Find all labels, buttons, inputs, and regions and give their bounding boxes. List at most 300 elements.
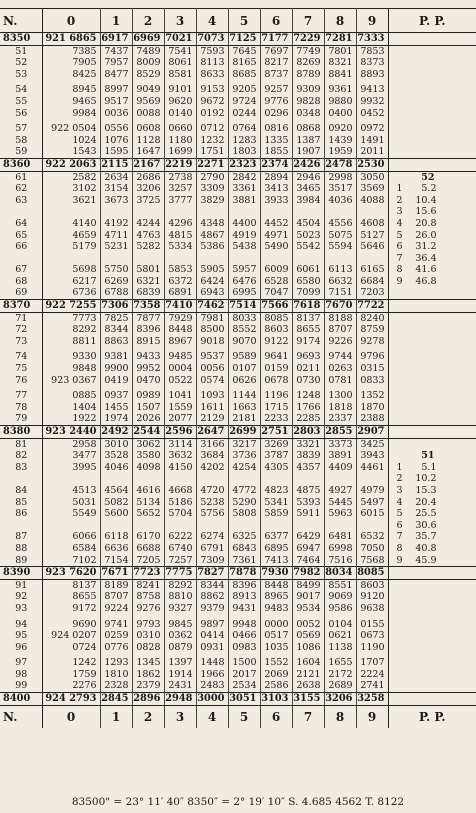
table-cell: 4564 — [100, 485, 132, 497]
table-cell: 8655 — [42, 591, 100, 603]
table-cell: 0621 — [324, 630, 356, 642]
pp-cell — [388, 123, 476, 135]
table-cell: 8477 — [100, 69, 132, 81]
pp-cell — [388, 264, 476, 276]
pp-cell — [388, 630, 476, 642]
table-cell: 5075 — [324, 230, 356, 242]
table-row — [0, 450, 476, 462]
table-cell: 7385 — [42, 45, 100, 57]
row-number: 62 — [0, 183, 42, 195]
pp-value: 5.1 — [421, 461, 437, 473]
table-cell: 7878 — [228, 567, 260, 580]
pp-cell — [388, 591, 476, 603]
header-digit-0: 0 — [42, 9, 100, 33]
header-pp-label: P. P. — [388, 9, 476, 33]
table-cell: 8707 — [100, 591, 132, 603]
table-cell: 8737 — [260, 69, 292, 81]
table-cell: 6532 — [360, 531, 385, 543]
table-cell: 1335 — [260, 135, 292, 147]
table-row — [0, 363, 476, 375]
pp-value: 31.2 — [415, 241, 437, 253]
table-cell: 7489 — [132, 45, 164, 57]
pp-cell — [388, 158, 476, 171]
header-digit-8: 8 — [324, 9, 356, 33]
pp-index: 9 — [396, 275, 403, 287]
table-cell: 4659 — [42, 230, 100, 242]
table-cell: 1024 — [42, 135, 100, 147]
table-row — [0, 438, 476, 450]
table-cell: 5445 — [324, 497, 356, 509]
row-number: 59 — [0, 146, 42, 158]
table-cell: 5549 — [42, 508, 100, 520]
pp-cell — [388, 426, 476, 439]
table-cell: 0885 — [42, 390, 100, 402]
table-cell: 0056 — [196, 363, 228, 375]
table-cell: 1959 — [324, 146, 356, 158]
table-cell: 5186 — [164, 497, 196, 509]
table-cell: 8603 — [260, 324, 292, 336]
table-row — [0, 630, 476, 642]
pp-index: 7 — [396, 252, 403, 264]
table-cell: 7775 — [164, 567, 196, 580]
table-cell: 2017 — [228, 669, 260, 681]
table-row — [0, 123, 476, 135]
pp-index: 4 — [396, 496, 403, 508]
table-cell: 7671 — [100, 567, 132, 580]
table-cell: 6476 — [228, 276, 260, 288]
table-cell: 9793 — [132, 619, 164, 631]
table-row — [0, 531, 476, 543]
table-cell: 9465 — [42, 96, 100, 108]
table-cell: 0107 — [228, 363, 260, 375]
row-number: 73 — [0, 336, 42, 348]
table-cell: 2337 — [324, 413, 356, 425]
table-cell: 0400 — [324, 108, 356, 120]
pp-header: 52 — [421, 171, 435, 183]
table-cell: 5542 — [292, 241, 324, 253]
table-cell: 6321 — [132, 276, 164, 288]
table-cell: 4305 — [260, 462, 292, 474]
table-cell: 2219 — [164, 158, 196, 171]
table-cell: 8965 — [260, 591, 292, 603]
table-cell: 1041 — [164, 390, 196, 402]
pp-cell — [388, 413, 476, 425]
table-cell: 7566 — [260, 300, 292, 313]
table-cell: 2741 — [360, 680, 385, 692]
table-cell: 2582 — [42, 171, 100, 183]
table-cell: 6736 — [42, 287, 100, 299]
table-cell: 0414 — [196, 630, 228, 642]
table-cell: 7541 — [164, 45, 196, 57]
pp-value: 15.6 — [415, 206, 437, 218]
table-cell: 1922 — [42, 413, 100, 425]
table-cell: 6684 — [360, 275, 385, 287]
table-row — [0, 183, 476, 195]
table-cell: 8499 — [292, 579, 324, 591]
table-cell: 2181 — [228, 413, 260, 425]
table-row — [0, 543, 476, 555]
pp-cell — [388, 300, 476, 313]
row-number: 8390 — [0, 567, 42, 580]
pp-index: 8 — [396, 264, 403, 276]
table-cell: 5756 — [196, 508, 228, 520]
table-cell: 5238 — [196, 497, 228, 509]
pp-value: 41.6 — [415, 264, 437, 276]
table-cell: 8841 — [324, 69, 356, 81]
table-cell: 9693 — [292, 351, 324, 363]
table-cell: 9433 — [132, 351, 164, 363]
table-cell: 9848 — [42, 363, 100, 375]
pp-cell — [388, 135, 476, 147]
table-row — [0, 171, 476, 183]
pp-index: 2 — [396, 473, 403, 485]
table-row — [0, 669, 476, 681]
table-cell: 0192 — [196, 108, 228, 120]
table-cell: 1491 — [360, 134, 385, 146]
table-cell: 9361 — [324, 84, 356, 96]
table-cell: 8344 — [196, 579, 228, 591]
table-cell: 4400 — [228, 218, 260, 230]
table-cell: 2328 — [100, 680, 132, 692]
table-cell: 3881 — [228, 195, 260, 207]
table-cell: 2803 — [292, 426, 324, 439]
table-row — [0, 657, 476, 669]
table-cell: 1914 — [164, 669, 196, 681]
table-cell: 1138 — [324, 642, 356, 654]
table-cell: 0259 — [100, 630, 132, 642]
table-cell: 4098 — [132, 462, 164, 474]
pp-cell — [388, 363, 476, 375]
table-cell: 4823 — [260, 485, 292, 497]
table-cell: 1439 — [324, 135, 356, 147]
header-digit-7: 7 — [292, 9, 324, 33]
table-cell: 7358 — [132, 300, 164, 313]
table-cell: 4927 — [324, 485, 356, 497]
table-cell: 0989 — [132, 390, 164, 402]
footer-digit-8: 8 — [324, 705, 356, 728]
pp-value: 10.4 — [415, 194, 437, 206]
table-cell: 9620 — [164, 96, 196, 108]
table-cell: 7021 — [164, 33, 196, 46]
header-digit-3: 3 — [164, 9, 196, 33]
table-cell: 8085 — [356, 567, 388, 580]
table-cell: 4192 — [100, 218, 132, 230]
pp-cell — [388, 402, 476, 414]
table-cell: 9641 — [260, 351, 292, 363]
table-cell: 4357 — [292, 462, 324, 474]
table-cell: 8811 — [42, 336, 100, 348]
header-digit-5: 5 — [228, 9, 260, 33]
table-cell: 922 2063 — [42, 158, 100, 171]
table-cell: 2634 — [100, 171, 132, 183]
pp-index: 7 — [396, 531, 403, 543]
table-row — [0, 462, 476, 474]
table-cell: 0730 — [292, 375, 324, 387]
row-number: 8380 — [0, 426, 42, 439]
table-cell: 6632 — [324, 276, 356, 288]
row-number: 71 — [0, 312, 42, 324]
table-cell: 8915 — [132, 336, 164, 348]
table-cell: 3984 — [292, 195, 324, 207]
table-cell: 3206 — [132, 183, 164, 195]
table-cell: 1404 — [42, 402, 100, 414]
table-cell: 8396 — [228, 579, 260, 591]
table-row-major — [0, 158, 476, 171]
table-cell: 9276 — [132, 603, 164, 615]
table-cell: 6113 — [324, 264, 356, 276]
table-cell: 9483 — [260, 603, 292, 615]
table-row-major — [0, 567, 476, 580]
table-cell: 4608 — [360, 217, 385, 229]
pp-cell — [388, 657, 476, 669]
table-cell: 4772 — [228, 485, 260, 497]
table-cell: 9932 — [360, 95, 385, 107]
table-cell: 9776 — [260, 96, 292, 108]
footer-digit-1: 1 — [100, 705, 132, 728]
table-row — [0, 324, 476, 336]
table-cell: 3684 — [196, 450, 228, 462]
table-cell: 8552 — [228, 324, 260, 336]
table-cell: 9828 — [292, 96, 324, 108]
table-cell: 2271 — [196, 158, 228, 171]
table-cell: 7306 — [100, 300, 132, 313]
table-cell: 9569 — [132, 96, 164, 108]
pp-value: 35.7 — [415, 531, 437, 543]
table-cell: 3995 — [42, 462, 100, 474]
table-cell: 922 7255 — [42, 300, 100, 313]
pp-cell — [388, 669, 476, 681]
table-cell: 1543 — [42, 146, 100, 158]
pp-cell — [388, 555, 476, 567]
row-number: 56 — [0, 108, 42, 120]
pp-index: 3 — [396, 206, 403, 218]
table-cell: 0263 — [324, 363, 356, 375]
table-cell: 7825 — [100, 312, 132, 324]
table-cell: 1242 — [42, 657, 100, 669]
table-row — [0, 287, 476, 299]
pp-cell — [388, 531, 476, 543]
table-cell: 3569 — [360, 183, 385, 195]
table-cell: 7073 — [196, 33, 228, 46]
table-cell: 9018 — [196, 336, 228, 348]
row-number: 67 — [0, 264, 42, 276]
table-cell: 9672 — [196, 96, 228, 108]
table-cell: 6895 — [260, 543, 292, 555]
table-cell: 7410 — [164, 300, 196, 313]
table-cell: 3114 — [164, 438, 196, 450]
table-cell: 0140 — [164, 108, 196, 120]
table-cell: 8269 — [292, 57, 324, 69]
table-cell: 923 2440 — [42, 426, 100, 439]
table-row — [0, 312, 476, 324]
table-cell: 3309 — [196, 183, 228, 195]
table-row — [0, 508, 476, 520]
table-cell: 5290 — [228, 497, 260, 509]
table-cell: 5231 — [100, 241, 132, 253]
table-cell: 0296 — [260, 108, 292, 120]
table-cell: 4556 — [324, 218, 356, 230]
table-cell: 6481 — [324, 531, 356, 543]
table-cell: 3621 — [42, 195, 100, 207]
row-number: 95 — [0, 630, 42, 642]
table-cell: 8997 — [100, 84, 132, 96]
table-row — [0, 642, 476, 654]
table-cell: 6015 — [360, 508, 385, 520]
table-cell: 3413 — [260, 183, 292, 195]
table-cell: 7361 — [228, 555, 260, 567]
table-cell: 5127 — [360, 229, 385, 241]
pp-index: 4 — [396, 217, 403, 229]
table-cell: 4711 — [100, 230, 132, 242]
table-cell: 1500 — [228, 657, 260, 669]
table-cell: 5600 — [100, 508, 132, 520]
table-cell: 3943 — [360, 450, 385, 462]
table-row — [0, 336, 476, 348]
pp-value: 30.6 — [415, 519, 437, 531]
table-cell: 1552 — [260, 657, 292, 669]
footer-digit-3: 3 — [164, 705, 196, 728]
table-row — [0, 485, 476, 497]
pp-cell — [388, 171, 476, 183]
table-cell: 4046 — [100, 462, 132, 474]
table-cell: 3580 — [132, 450, 164, 462]
logarithm-table — [0, 8, 476, 728]
table-cell: 2492 — [100, 426, 132, 439]
row-number: 75 — [0, 363, 42, 375]
table-cell: 7333 — [356, 33, 388, 46]
table-cell: 3206 — [324, 693, 356, 706]
table-cell: 6947 — [292, 543, 324, 555]
table-cell: 6429 — [292, 531, 324, 543]
table-cell: 0315 — [360, 363, 385, 375]
table-cell: 8240 — [360, 312, 385, 324]
pp-cell — [388, 96, 476, 108]
table-cell: 9517 — [100, 96, 132, 108]
table-cell: 2379 — [132, 680, 164, 692]
table-cell: 2855 — [324, 426, 356, 439]
header-digit-4: 4 — [196, 9, 228, 33]
table-row — [0, 413, 476, 425]
table-cell: 6584 — [42, 543, 100, 555]
pp-cell — [388, 375, 476, 387]
table-cell: 1448 — [196, 657, 228, 669]
table-cell: 7697 — [260, 45, 292, 57]
table-row — [0, 218, 476, 230]
table-cell: 2699 — [228, 426, 260, 439]
row-number: 8360 — [0, 158, 42, 171]
table-cell: 6165 — [360, 264, 385, 276]
table-cell: 9257 — [260, 84, 292, 96]
table-cell: 8551 — [324, 579, 356, 591]
table-cell: 7309 — [196, 555, 228, 567]
table-cell: 0556 — [100, 123, 132, 135]
table-cell: 2483 — [196, 680, 228, 692]
table-cell: 3010 — [100, 438, 132, 450]
table-cell: 5911 — [292, 508, 324, 520]
row-number: 85 — [0, 497, 42, 509]
pp-cell — [388, 543, 476, 555]
footer-digit-7: 7 — [292, 705, 324, 728]
table-cell: 5957 — [228, 264, 260, 276]
table-cell: 5652 — [132, 508, 164, 520]
row-number: 94 — [0, 619, 42, 631]
table-cell: 2224 — [360, 668, 385, 680]
table-row — [0, 135, 476, 147]
table-cell: 8033 — [228, 312, 260, 324]
table-cell: 8241 — [132, 579, 164, 591]
table-cell: 0764 — [228, 123, 260, 135]
table-cell: 7722 — [356, 300, 388, 313]
table-cell: 0983 — [228, 642, 260, 654]
table-cell: 3062 — [132, 438, 164, 450]
table-cell: 6788 — [100, 287, 132, 299]
table-cell: 0036 — [100, 108, 132, 120]
table-cell: 4979 — [360, 484, 385, 496]
table-cell: 1611 — [196, 402, 228, 414]
table-cell: 0673 — [360, 630, 385, 642]
table-cell: 9278 — [360, 335, 385, 347]
row-number: 86 — [0, 508, 42, 520]
table-cell: 7905 — [42, 57, 100, 69]
table-cell: 5801 — [132, 264, 164, 276]
table-cell: 6274 — [196, 531, 228, 543]
pp-value: 36.4 — [415, 252, 437, 264]
table-cell: 4254 — [228, 462, 260, 474]
table-cell: 1144 — [228, 390, 260, 402]
footer-digit-6: 6 — [260, 705, 292, 728]
table-cell: 4513 — [42, 485, 100, 497]
row-number: 77 — [0, 390, 42, 402]
row-number: 57 — [0, 123, 42, 135]
table-cell: 5646 — [360, 241, 385, 253]
table-cell: 3465 — [292, 183, 324, 195]
table-cell: 4296 — [164, 218, 196, 230]
table-row — [0, 555, 476, 567]
table-cell: 0879 — [164, 642, 196, 654]
table-cell: 1293 — [100, 657, 132, 669]
table-cell: 1862 — [132, 669, 164, 681]
pp-cell — [388, 84, 476, 96]
table-cell: 7177 — [260, 33, 292, 46]
pp-cell — [388, 183, 476, 195]
table-cell: 2586 — [260, 680, 292, 692]
table-cell: 2534 — [228, 680, 260, 692]
pp-cell — [388, 312, 476, 324]
table-cell: 3517 — [324, 183, 356, 195]
table-cell: 5750 — [100, 264, 132, 276]
table-cell: 1093 — [196, 390, 228, 402]
table-cell: 1196 — [260, 390, 292, 402]
table-cell: 1397 — [164, 657, 196, 669]
table-cell: 5386 — [196, 241, 228, 253]
table-cell: 0348 — [292, 108, 324, 120]
pp-cell — [388, 218, 476, 230]
table-row-major — [0, 300, 476, 313]
pp-value: 26.0 — [415, 229, 437, 241]
table-cell: 2388 — [360, 413, 385, 425]
table-cell: 3102 — [42, 183, 100, 195]
table-cell: 9897 — [196, 619, 228, 631]
table-cell: 3891 — [324, 450, 356, 462]
table-cell: 7281 — [324, 33, 356, 46]
table-cell: 0522 — [164, 375, 196, 387]
table-cell: 9741 — [100, 619, 132, 631]
row-number: 8370 — [0, 300, 42, 313]
header-digit-1: 1 — [100, 9, 132, 33]
table-cell: 1855 — [260, 146, 292, 158]
pp-cell — [388, 287, 476, 299]
table-cell: 4088 — [360, 194, 385, 206]
